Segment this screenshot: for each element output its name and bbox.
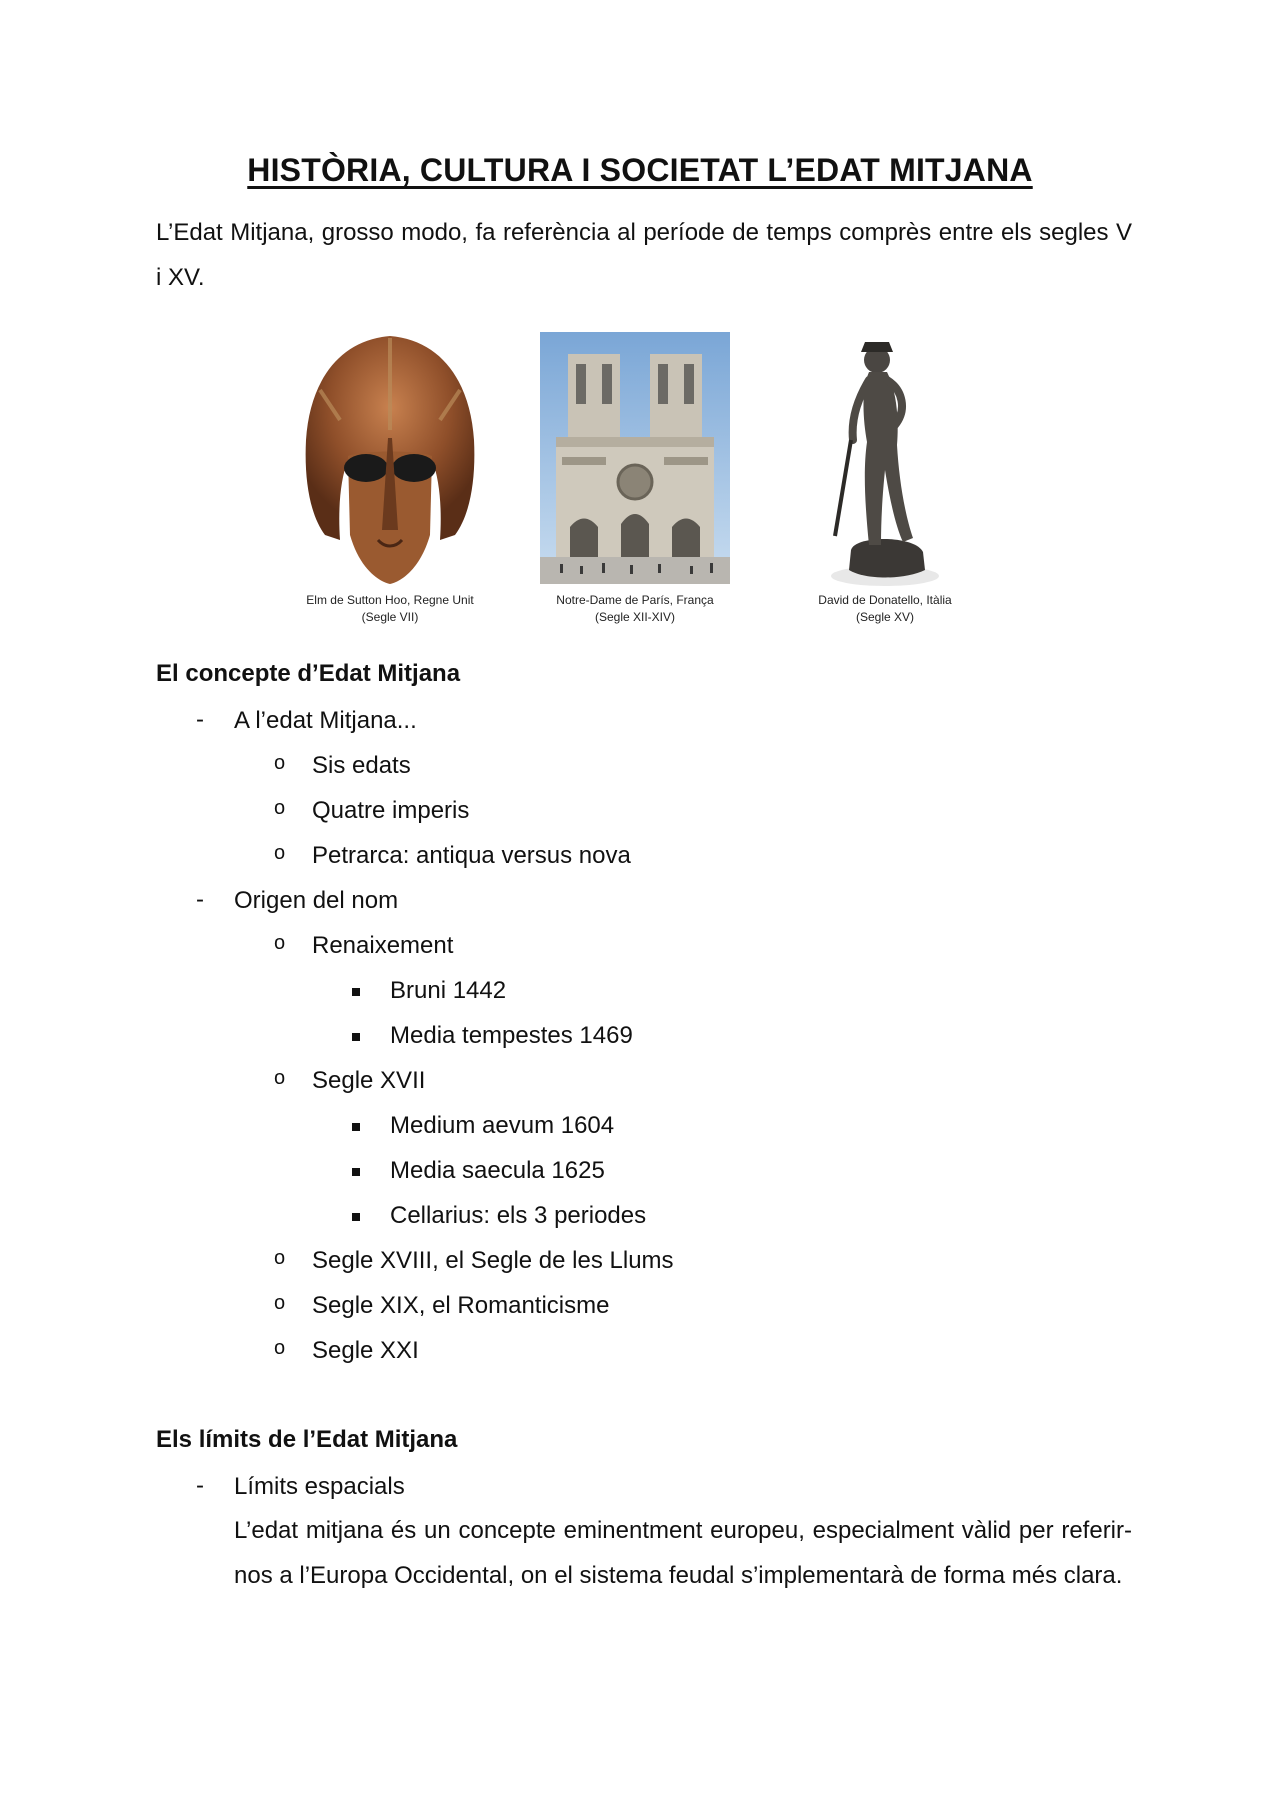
list-item: Sis edats	[312, 752, 411, 779]
list-item: Origen del nom	[234, 887, 399, 914]
list-item: Segle XIX, el Romanticisme	[312, 1292, 610, 1319]
caption-line1: Notre-Dame de París, França	[556, 593, 714, 607]
figure-caption	[515, 592, 755, 626]
list-item: Petrarca: antiqua versus nova	[312, 842, 631, 869]
figure-caption	[765, 592, 1005, 626]
cathedral-image	[540, 332, 730, 584]
caption-line1: Elm de Sutton Hoo, Regne Unit	[306, 593, 474, 607]
circle-bullet: o	[274, 1337, 286, 1359]
section-heading-limits: Els límits de l’Edat Mitjana	[156, 1426, 458, 1453]
caption-line2: (Segle XII-XIV)	[594, 610, 676, 624]
figure-helmet	[270, 330, 510, 630]
list-item: Medium aevum 1604	[390, 1112, 615, 1139]
circle-bullet: o	[274, 752, 286, 774]
helmet-image	[270, 330, 510, 588]
circle-bullet: o	[274, 1247, 286, 1269]
list-item: Segle XXI	[312, 1337, 419, 1364]
list-item: Segle XVIII, el Segle de les Llums	[312, 1247, 674, 1274]
list-item: Bruni 1442	[390, 977, 507, 1004]
statue-image	[765, 330, 1005, 588]
square-bullet	[352, 1168, 360, 1176]
list-item: Segle XVII	[312, 1067, 426, 1094]
circle-bullet: o	[274, 932, 286, 954]
figure-notre-dame	[515, 330, 755, 630]
circle-bullet: o	[274, 842, 286, 864]
list-item: Límits espacials	[234, 1473, 405, 1500]
dash-bullet: -	[196, 886, 204, 913]
caption-line2: (Segle XV)	[855, 610, 915, 624]
list-item: A l’edat Mitjana...	[234, 707, 417, 734]
limits-paragraph: L’edat mitjana és un concepte eminentment europeu, especialment vàlid per referir-nos a l’Europa Occidental, on el sistema feudal s’implementarà de forma més clara.	[234, 1517, 1132, 1589]
square-bullet	[352, 1123, 360, 1131]
list-item: Media tempestes 1469	[390, 1022, 633, 1049]
square-bullet	[352, 988, 360, 996]
list-item: Renaixement	[312, 932, 454, 959]
caption-line2: (Segle VII)	[361, 610, 419, 624]
list-item: Quatre imperis	[312, 797, 470, 824]
dash-bullet: -	[196, 706, 204, 733]
list-item: Media saecula 1625	[390, 1157, 605, 1184]
circle-bullet: o	[274, 1292, 286, 1314]
circle-bullet: o	[274, 1067, 286, 1089]
circle-bullet: o	[274, 797, 286, 819]
caption-line1: David de Donatello, Itàlia	[818, 593, 952, 607]
intro-paragraph: L’Edat Mitjana, grosso modo, fa referència al període de temps comprès entre els segles V i XV.	[156, 219, 1132, 291]
figure-david	[765, 330, 1005, 630]
figure-strip	[270, 330, 1010, 630]
square-bullet	[352, 1213, 360, 1221]
square-bullet	[352, 1033, 360, 1041]
section-heading-concepte: El concepte d’Edat Mitjana	[156, 660, 461, 687]
dash-bullet: -	[196, 1472, 204, 1499]
page-title: HISTÒRIA, CULTURA I SOCIETAT L’EDAT MITJANA	[247, 152, 1033, 188]
list-item: Cellarius: els 3 periodes	[390, 1202, 647, 1229]
figure-caption	[270, 592, 510, 626]
